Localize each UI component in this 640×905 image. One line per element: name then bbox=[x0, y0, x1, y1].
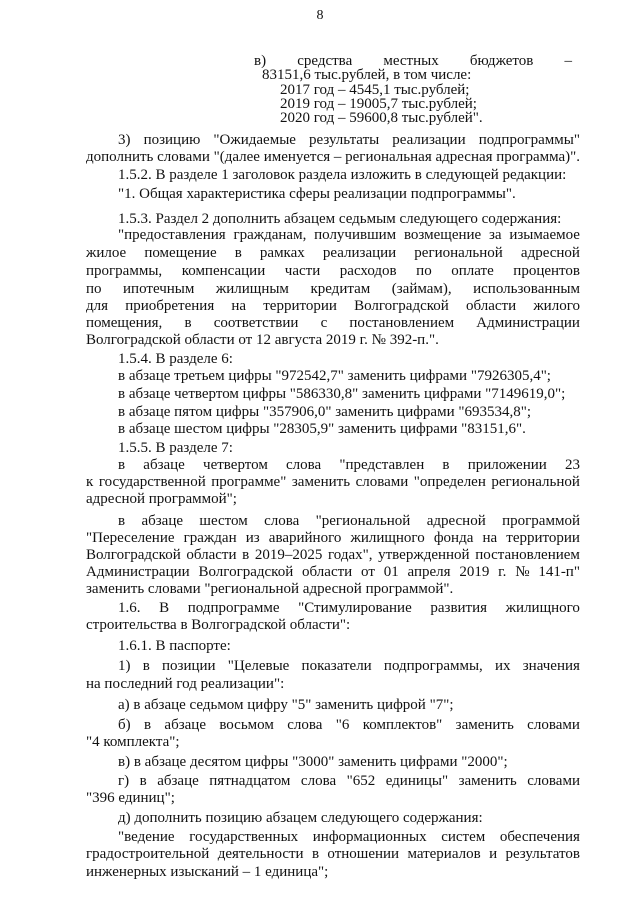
word: заменить bbox=[455, 717, 514, 733]
word: слова bbox=[287, 717, 323, 733]
word: кредитам bbox=[310, 281, 371, 297]
word: № bbox=[515, 564, 530, 580]
word: в bbox=[184, 315, 192, 331]
word: в bbox=[234, 245, 242, 261]
word: программы, bbox=[86, 263, 163, 279]
text-line: д) дополнить позицию абзацем следующего содержания: bbox=[118, 810, 483, 826]
word: области bbox=[302, 564, 353, 580]
word: подпрограмме bbox=[187, 600, 280, 616]
word: компенсации bbox=[181, 263, 266, 279]
word: реализации bbox=[322, 245, 397, 261]
word: с bbox=[320, 315, 328, 331]
word: заменить bbox=[458, 773, 517, 789]
word: в bbox=[442, 457, 450, 473]
word: развития bbox=[430, 600, 488, 616]
word: региональной bbox=[414, 245, 503, 261]
text-line bbox=[118, 227, 580, 244]
text-line: 1.5.3. Раздел 2 дополнить абзацем седьмым следующего содержания: bbox=[118, 211, 562, 227]
word: Администрации bbox=[476, 315, 580, 331]
text-line: в абзаце шестом цифры "28305,9" заменить цифрами "83151,6". bbox=[118, 421, 526, 437]
word: Волгоградской bbox=[86, 547, 181, 563]
word: из bbox=[245, 530, 260, 546]
text-line bbox=[118, 717, 580, 734]
word: пятнадцатом bbox=[209, 773, 291, 789]
word: восьмом bbox=[219, 717, 274, 733]
text-line: а) в абзаце седьмом цифру "5" заменить цифрой "7"; bbox=[118, 697, 454, 713]
word: результаты bbox=[309, 132, 380, 148]
text-line: "1. Общая характеристика сферы реализации подпрограммы". bbox=[118, 186, 516, 202]
word: жилищного bbox=[505, 600, 580, 616]
word: абзаце bbox=[143, 457, 185, 473]
text-line: 83151,6 тыс.рублей, в том числе: bbox=[262, 67, 472, 83]
text-line bbox=[118, 829, 580, 846]
word: 1.6. bbox=[118, 600, 141, 616]
word: позиции bbox=[162, 658, 216, 674]
word: "Ожидаемые bbox=[213, 132, 296, 148]
text-line: строительства в Волгоградской области": bbox=[86, 617, 351, 633]
word: (займам), bbox=[391, 281, 452, 297]
text-line: Волгоградской области от 12 августа 2019 г. № 392-п.". bbox=[86, 332, 439, 348]
word: слова bbox=[286, 457, 322, 473]
word: соответствии bbox=[213, 315, 299, 331]
word: процентов bbox=[513, 263, 580, 279]
word: в) bbox=[254, 53, 267, 69]
text-line bbox=[86, 245, 580, 262]
word: помещения, bbox=[86, 315, 163, 331]
word: обеспечения bbox=[499, 829, 580, 845]
word: "ведение bbox=[118, 829, 175, 845]
word: области bbox=[186, 547, 237, 563]
text-line bbox=[86, 315, 580, 332]
word: – bbox=[564, 53, 572, 69]
word: государственных bbox=[189, 829, 299, 845]
word: "Стимулирование bbox=[298, 600, 412, 616]
word: результатов bbox=[505, 846, 580, 862]
word: значения bbox=[522, 658, 580, 674]
word: абзаце bbox=[164, 717, 206, 733]
word: абзаце bbox=[141, 513, 184, 529]
word: реализации bbox=[392, 132, 466, 148]
text-line bbox=[86, 298, 580, 315]
word: использованным bbox=[473, 281, 580, 297]
text-line: в абзаце четвертом цифры "586330,8" заменить цифрами "7149619,0"; bbox=[118, 386, 566, 402]
text-line bbox=[86, 564, 580, 581]
word: "определен bbox=[413, 474, 486, 490]
word: за bbox=[488, 227, 502, 243]
word: Волгоградской bbox=[354, 298, 449, 314]
text-line: заменить словами "региональной адресной программой". bbox=[86, 581, 454, 597]
word: граждан bbox=[183, 530, 237, 546]
word: по bbox=[416, 263, 432, 279]
word: В bbox=[159, 600, 170, 616]
word: подпрограммы, bbox=[383, 658, 483, 674]
word: материалов bbox=[407, 846, 481, 862]
text-line: инженерных изысканий – 1 единица"; bbox=[86, 864, 329, 880]
word: в bbox=[118, 457, 126, 473]
word: г) bbox=[118, 773, 130, 789]
word: программой bbox=[502, 513, 580, 529]
text-line: в абзаце третьем цифры "972542,7" заменить цифрами "7926305,4"; bbox=[118, 368, 551, 384]
word: утвержденной bbox=[378, 547, 470, 563]
word: в bbox=[118, 513, 126, 529]
text-line: дополнить словами "(далее именуется – региональная адресная программа)". bbox=[86, 149, 581, 165]
word: расходов bbox=[339, 263, 397, 279]
word: абзаце bbox=[157, 773, 199, 789]
word: подпрограммы" bbox=[478, 132, 580, 148]
word: 2019 bbox=[459, 564, 490, 580]
word: информационных bbox=[312, 829, 427, 845]
word: словами bbox=[527, 773, 580, 789]
word: 1) bbox=[118, 658, 131, 674]
text-line: адресной программой"; bbox=[86, 491, 237, 507]
word: по bbox=[86, 281, 102, 297]
word: изымаемое bbox=[509, 227, 580, 243]
word: слова bbox=[300, 773, 337, 789]
text-line bbox=[118, 132, 580, 149]
word: области bbox=[465, 298, 517, 314]
text-line: в абзаце пятом цифры "357906,0" заменить цифрами "693534,8"; bbox=[118, 404, 532, 420]
word: 2019–2025 bbox=[254, 547, 323, 563]
word: Администрации bbox=[86, 564, 190, 580]
text-line bbox=[118, 600, 580, 617]
word: ипотечным bbox=[123, 281, 195, 297]
word: в bbox=[311, 846, 320, 862]
text-line bbox=[86, 263, 580, 280]
text-line bbox=[118, 773, 580, 790]
word: территории bbox=[263, 298, 337, 314]
word: на bbox=[231, 298, 247, 314]
word: 3) bbox=[118, 132, 131, 148]
word: приобретения bbox=[125, 298, 215, 314]
word: "Переселение bbox=[86, 530, 175, 546]
word: части bbox=[284, 263, 321, 279]
word: градостроительной bbox=[86, 846, 210, 862]
word: на bbox=[482, 530, 498, 546]
word: жилищным bbox=[215, 281, 289, 297]
word: "6 bbox=[335, 717, 350, 733]
text-line: 1.5.2. В разделе 1 заголовок раздела изложить в следующей редакции: bbox=[118, 167, 567, 183]
word: постановлением bbox=[475, 547, 580, 563]
text-line bbox=[86, 530, 580, 547]
word: аварийного bbox=[268, 530, 342, 546]
word: 141-п" bbox=[538, 564, 580, 580]
word: б) bbox=[118, 717, 131, 733]
word: отношении bbox=[327, 846, 400, 862]
word: позицию bbox=[143, 132, 201, 148]
text-line bbox=[118, 457, 580, 474]
word: Волгоградской bbox=[198, 564, 294, 580]
word: фонда bbox=[433, 530, 474, 546]
word: территории bbox=[506, 530, 580, 546]
word: и bbox=[489, 846, 498, 862]
word: для bbox=[86, 298, 109, 314]
word: адресной bbox=[426, 513, 486, 529]
text-line bbox=[86, 846, 580, 863]
text-line bbox=[86, 281, 580, 298]
word: апреля bbox=[407, 564, 451, 580]
text-line bbox=[86, 474, 580, 491]
word: четвертом bbox=[203, 457, 268, 473]
word: г. bbox=[498, 564, 507, 580]
word: получившим bbox=[314, 227, 397, 243]
word: слова bbox=[264, 513, 300, 529]
word: жилое bbox=[86, 245, 127, 261]
text-line bbox=[118, 658, 580, 675]
word: бюджетов bbox=[469, 53, 534, 69]
word: в bbox=[242, 547, 250, 563]
word: единицы" bbox=[385, 773, 449, 789]
word: заменить bbox=[291, 474, 351, 490]
text-line: 1.5.5. В разделе 7: bbox=[118, 440, 233, 456]
word: комплектов" bbox=[362, 717, 443, 733]
text-line: "396 единиц"; bbox=[86, 790, 175, 806]
word: в bbox=[139, 773, 147, 789]
word: "представлен bbox=[339, 457, 425, 473]
text-line: на последний год реализации": bbox=[86, 676, 285, 692]
word: постановлением bbox=[349, 315, 455, 331]
word: шестом bbox=[199, 513, 248, 529]
word: деятельности bbox=[217, 846, 304, 862]
text-line: в) в абзаце десятом цифры "3000" заменить цифрами "2000"; bbox=[118, 754, 508, 770]
word: словами bbox=[527, 717, 580, 733]
word: к bbox=[86, 474, 94, 490]
word: годах", bbox=[327, 547, 373, 563]
word: систем bbox=[441, 829, 486, 845]
text-line: 2020 год – 59600,8 тыс.рублей". bbox=[280, 110, 483, 126]
word: средства bbox=[297, 53, 353, 69]
word: их bbox=[495, 658, 511, 674]
text-line: 1.5.4. В разделе 6: bbox=[118, 351, 233, 367]
word: от bbox=[361, 564, 375, 580]
word: 23 bbox=[564, 457, 580, 473]
word: государственной bbox=[98, 474, 206, 490]
word: возмещение bbox=[403, 227, 482, 243]
word: местных bbox=[383, 53, 439, 69]
word: "Целевые bbox=[227, 658, 290, 674]
word: в bbox=[143, 717, 152, 733]
word: помещение bbox=[144, 245, 217, 261]
word: "предоставления bbox=[118, 227, 226, 243]
word: оплате bbox=[451, 263, 494, 279]
text-line bbox=[118, 513, 580, 530]
word: программе" bbox=[211, 474, 287, 490]
text-line bbox=[86, 547, 580, 564]
word: адресной bbox=[520, 245, 580, 261]
page-number: 8 bbox=[316, 8, 324, 23]
text-line: 1.6.1. В паспорте: bbox=[118, 638, 231, 654]
text-line: "4 комплекта"; bbox=[86, 734, 180, 750]
word: в bbox=[142, 658, 150, 674]
word: приложении bbox=[467, 457, 547, 473]
word: жилого bbox=[533, 298, 580, 314]
word: показатели bbox=[301, 658, 372, 674]
word: жилищного bbox=[350, 530, 425, 546]
word: 01 bbox=[383, 564, 399, 580]
word: региональной bbox=[491, 474, 580, 490]
text-line: 2019 год – 19005,7 тыс.рублей; bbox=[280, 96, 477, 112]
word: "652 bbox=[346, 773, 376, 789]
word: рамках bbox=[259, 245, 305, 261]
word: "региональной bbox=[315, 513, 411, 529]
text-line: 2017 год – 4545,1 тыс.рублей; bbox=[280, 82, 470, 98]
word: словами bbox=[355, 474, 409, 490]
word: гражданам, bbox=[233, 227, 307, 243]
